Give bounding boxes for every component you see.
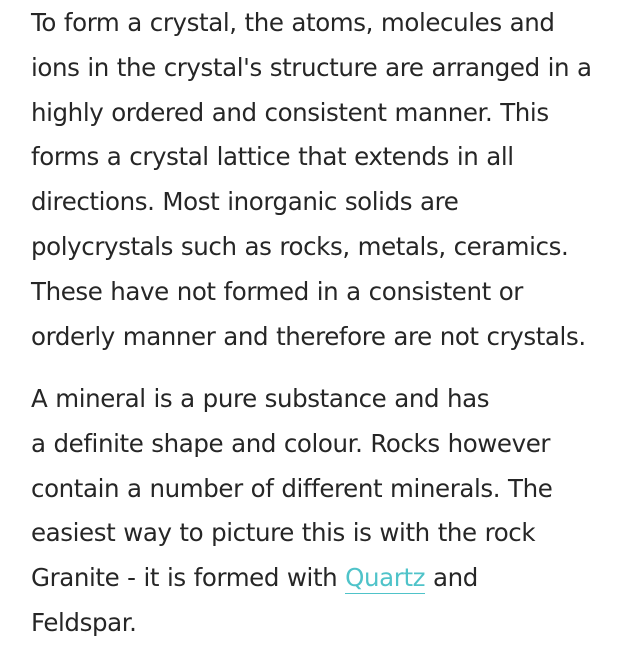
quartz-link[interactable]: Quartz — [345, 563, 426, 593]
text-line: directions. Most inorganic solids are — [31, 187, 459, 217]
text-before-link: Granite - it is formed with — [31, 563, 346, 593]
text-line: orderly manner and therefore are not crystals. — [31, 321, 586, 351]
text-line: ions in the crystal's structure are arranged in a — [31, 52, 592, 82]
text-line-with-link — [31, 556, 552, 601]
paragraph-mineral-definition — [31, 377, 552, 646]
text-line: To form a crystal, the atoms, molecules and — [31, 8, 555, 37]
paragraph-crystal-formation — [31, 1, 592, 359]
text-line: Feldspar. — [31, 607, 137, 637]
text-line: forms a crystal lattice that extends in all — [31, 142, 514, 172]
text-line: polycrystals such as rocks, metals, ceramics. — [31, 231, 569, 261]
text-line: These have not formed in a consistent or — [31, 276, 523, 306]
text-line: a definite shape and colour. Rocks however — [31, 428, 551, 458]
text-line: highly ordered and consistent manner. This — [31, 97, 549, 127]
text-line: easiest way to picture this is with the rock — [31, 518, 536, 548]
text-line: contain a number of different minerals. The — [31, 473, 553, 503]
text-after-link: and — [425, 563, 478, 593]
text-line: A mineral is a pure substance and has — [31, 384, 490, 413]
